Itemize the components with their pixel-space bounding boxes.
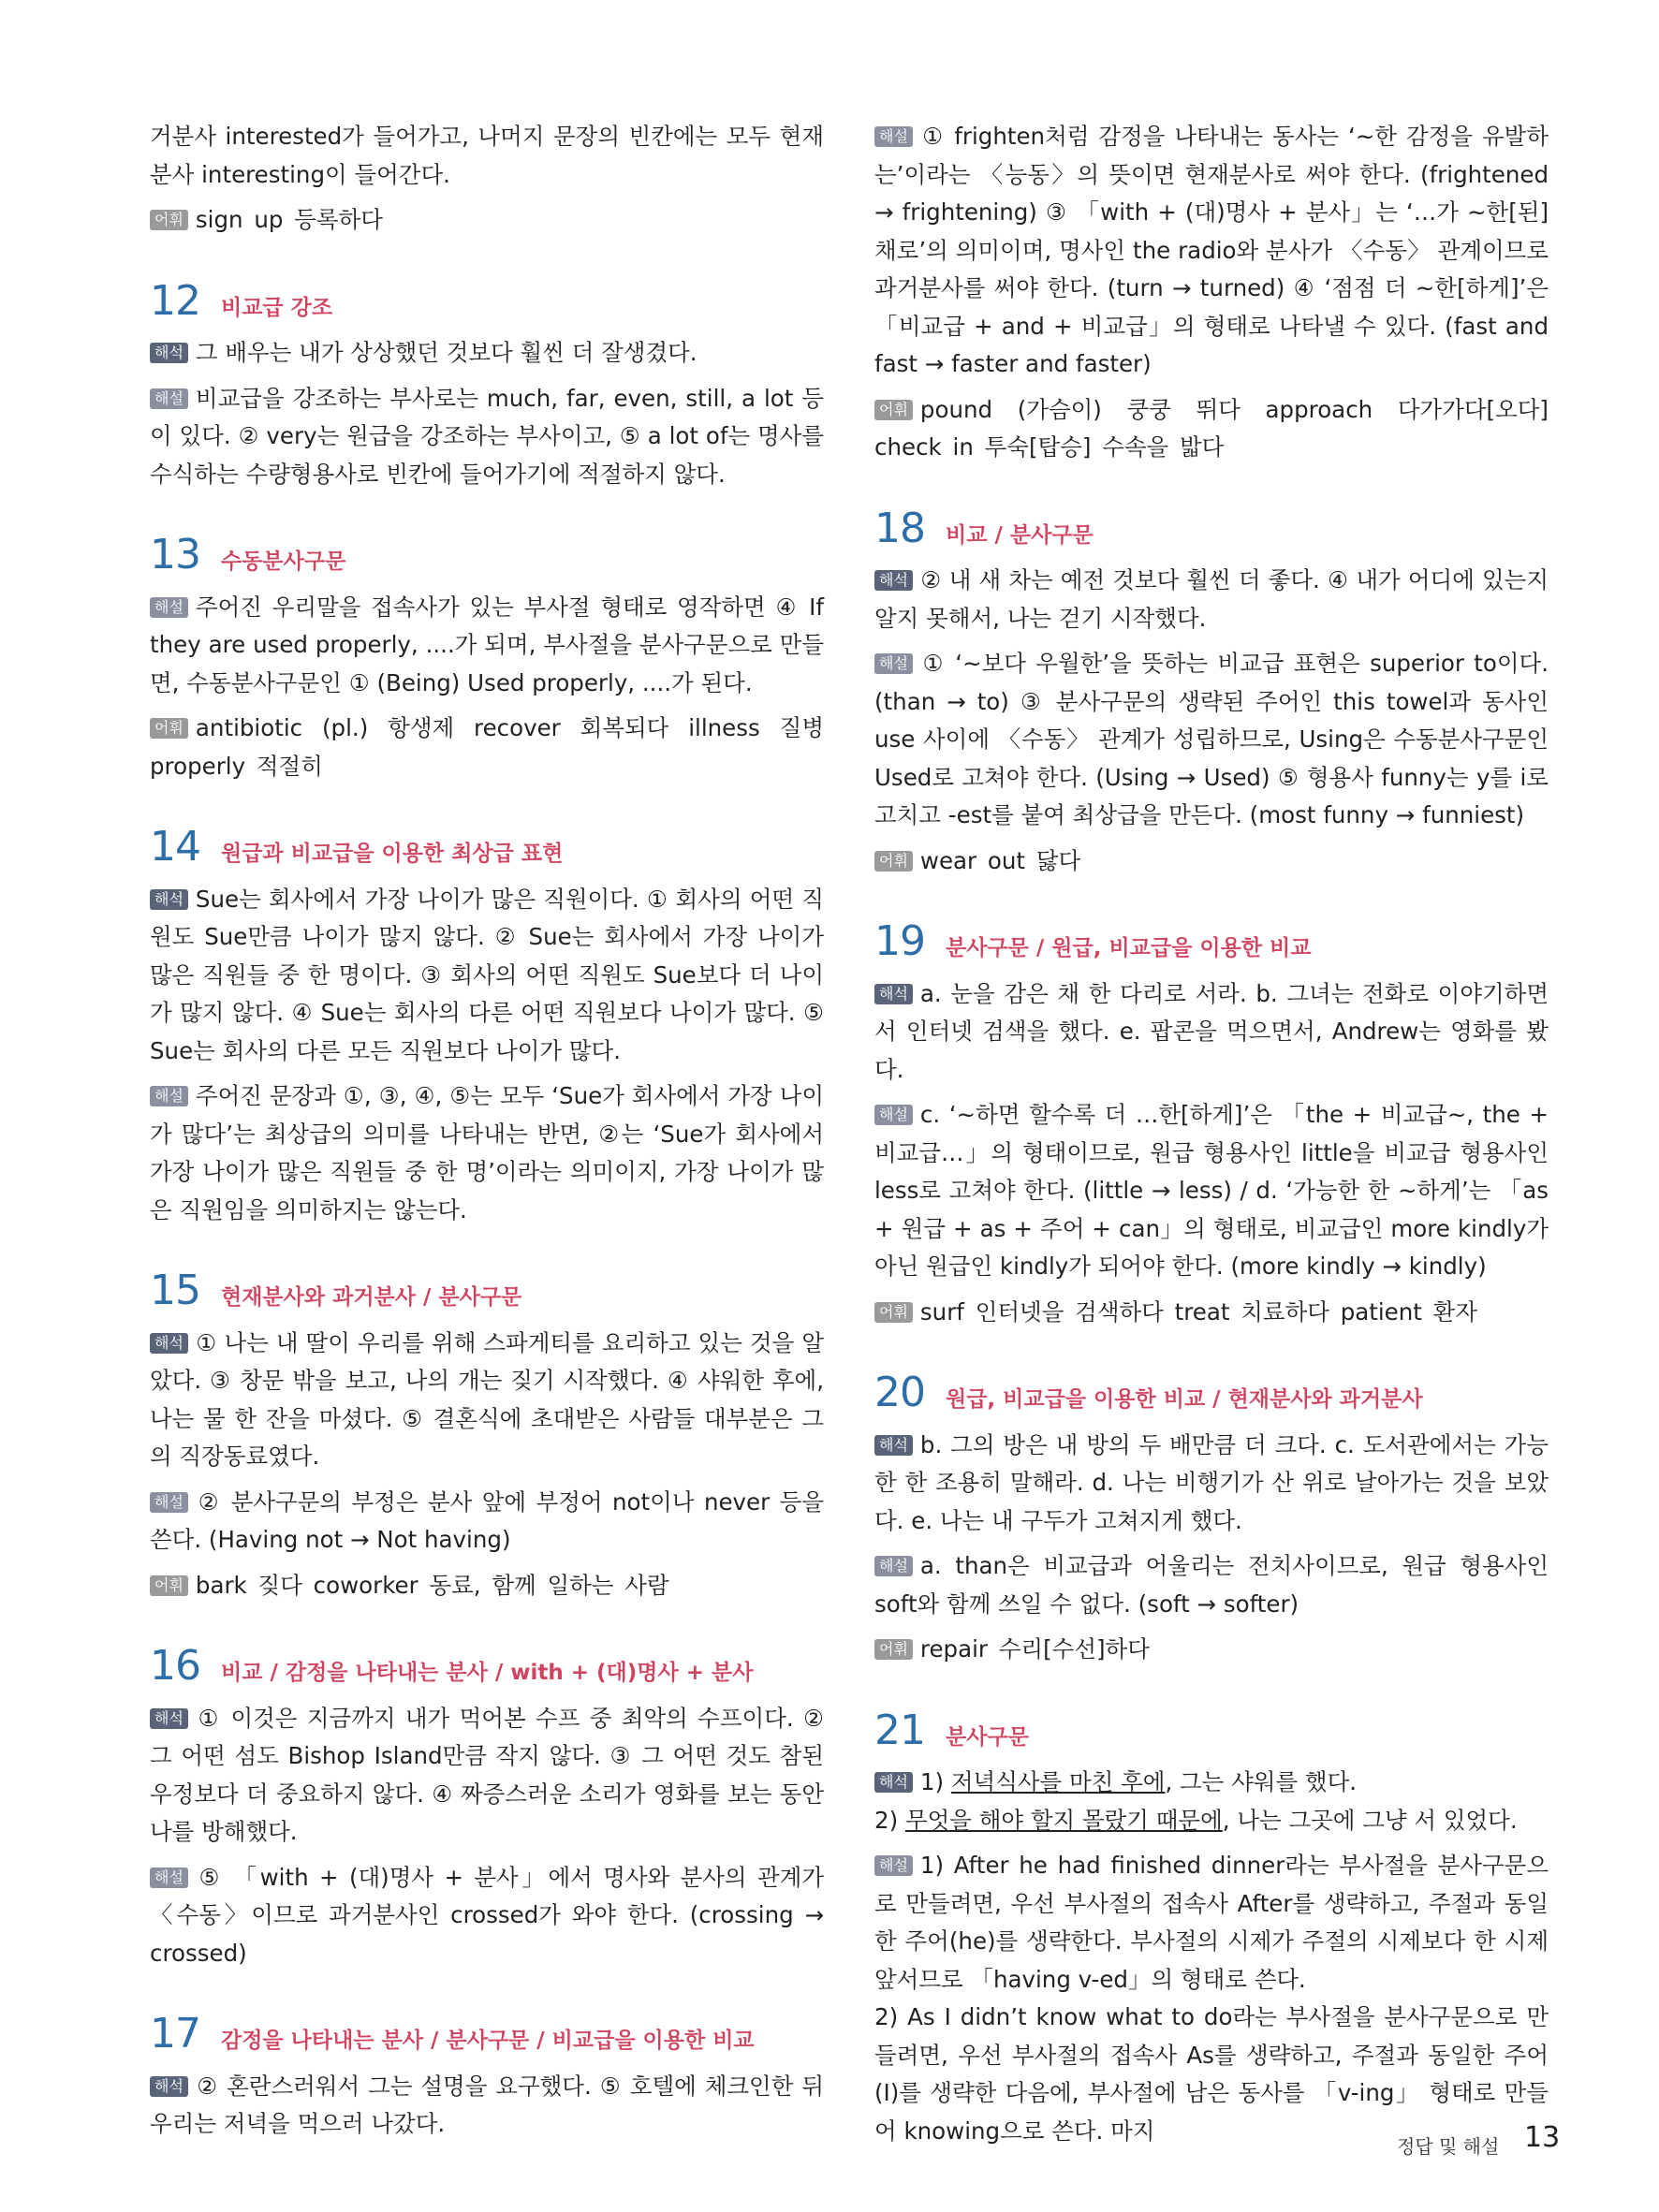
translation-tag: 해석 bbox=[874, 1772, 913, 1793]
section-title: 감정을 나타내는 분사 / 분사구문 / 비교급을 이용한 비교 bbox=[221, 2029, 755, 2053]
section-header bbox=[150, 2010, 824, 2060]
section-title: 수동분사구문 bbox=[221, 549, 346, 574]
explanation-text: ① frighten처럼 감정을 나타내는 동사는 ‘~한 감정을 유발하는’이라는 〈능동〉의 뜻이면 현재분사로 써야 한다. (frightened → frightening) ③ 「with + (대)명사 + 분사」는 ‘…가 ~한[된] 채로’의 의미이며, 명사인 the radio와 분사가 〈수동〉 관계이므로 과거분사를 써야 한다. (turn → turned) ④ ‘점점 더 ~한[하게]’은 「비교급 + and + 비교급」의 형태로 나타낼 수 있다. (fast and fast → faster and faster) bbox=[874, 123, 1549, 377]
intro-vocab bbox=[150, 201, 824, 240]
translation-tag: 해석 bbox=[150, 1333, 188, 1354]
section-number: 12 bbox=[150, 276, 200, 325]
translation bbox=[874, 975, 1549, 1090]
translation-text: a. 눈을 감은 채 한 다리로 서라. b. 그녀는 전화로 이야기하면서 인터넷 검색을 했다. e. 팝콘을 먹으면서, Andrew는 영화를 봤다. bbox=[874, 979, 1549, 1083]
page-number: 13 bbox=[1524, 2121, 1561, 2154]
section-title: 비교 / 감정을 나타내는 분사 / with + (대)명사 + 분사 bbox=[221, 1661, 754, 1685]
section-number: 20 bbox=[874, 1369, 925, 1416]
explanation-tag: 해설 bbox=[874, 1855, 913, 1876]
section-number: 18 bbox=[874, 504, 925, 552]
explanation-text: a. than은 비교급과 어울리는 전치사이므로, 원급 형용사인 soft와 함께 쓰일 수 없다. (soft → softer) bbox=[874, 1552, 1549, 1618]
explanation-text: ⑤ 「with + (대)명사 + 분사」에서 명사와 분사의 관계가 〈수동〉이므로 과거분사인 crossed가 와야 한다. (crossing → crossed) bbox=[150, 1863, 824, 1967]
explanation bbox=[874, 645, 1549, 835]
translation-text: ① 이것은 지금까지 내가 먹어본 수프 중 최악의 수프이다. ② 그 어떤 섬도 Bishop Island만큼 작지 않다. ③ 그 어떤 것도 참된 우정보다 더 중요하지 않다. ④ 짜증스러운 소리가 영화를 보는 동안 나를 방해했다. bbox=[150, 1704, 824, 1845]
section-19 bbox=[874, 917, 1549, 1331]
translation bbox=[150, 2068, 824, 2144]
translation-2-prefix: 2) bbox=[874, 1806, 905, 1834]
translation-1-prefix: 1) bbox=[919, 1768, 951, 1795]
explanation bbox=[150, 1077, 824, 1229]
section-title: 원급과 비교급을 이용한 최상급 표현 bbox=[221, 842, 564, 866]
section-title: 분사구문 bbox=[946, 1724, 1029, 1750]
section-number: 17 bbox=[150, 2010, 200, 2058]
explanation-tag: 해설 bbox=[150, 597, 188, 618]
vocab-tag: 어휘 bbox=[150, 1575, 188, 1596]
explanation-text: c. ‘~하면 할수록 더 …한[하게]’은 「the + 비교급~, the + 비교급…」의 형태이므로, 원급 형용사인 little을 비교급 형용사인 less로 고쳐야 한다. (little → less) / d. ‘가능한 한 ~하게’는 「as + 원급 + as + 주어 + can」의 형태로, 비교급인 more kindly가 아닌 원급인 kindly가 되어야 한다. (more kindly → kindly) bbox=[874, 1101, 1549, 1280]
section-title: 분사구문 / 원급, 비교급을 이용한 비교 bbox=[946, 936, 1312, 960]
translation-text: b. 그의 방은 내 방의 두 배만큼 더 크다. c. 도서관에서는 가능한 한 조용히 말해라. d. 나는 비행기가 산 위로 날아가는 것을 보았다. e. 나는 내 구두가 고쳐지게 했다. bbox=[874, 1430, 1549, 1534]
explanation-text: 주어진 문장과 ①, ③, ④, ⑤는 모두 ‘Sue가 회사에서 가장 나이가 많다’는 최상급의 의미를 나타내는 반면, ②는 ‘Sue가 회사에서 가장 나이가 많은 직원들 중 한 명’이라는 의미이지, 가장 나이가 많은 직원임을 의미하지는 않는다. bbox=[150, 1082, 824, 1223]
vocab bbox=[150, 1567, 824, 1605]
translation-1-underlined: 저녁식사를 마친 후에 bbox=[950, 1768, 1166, 1795]
vocab-text: pound (가슴이) 쿵쿵 뛰다 approach 다가가다[오다] check in 투숙[탑승] 수속을 밟다 bbox=[874, 395, 1549, 461]
explanation-tag: 해설 bbox=[874, 653, 913, 674]
translation bbox=[874, 1764, 1549, 1802]
section-21 bbox=[874, 1707, 1549, 2151]
explanation bbox=[874, 1847, 1549, 1999]
section-14 bbox=[150, 823, 824, 1229]
section-header bbox=[874, 1707, 1549, 1757]
footer-label: 정답 및 해설 bbox=[1397, 2135, 1500, 2158]
section-17-explanation bbox=[874, 118, 1549, 384]
translation bbox=[150, 334, 824, 373]
translation-tag: 해석 bbox=[150, 2076, 188, 2097]
explanation-text-1: 1) After he had finished dinner라는 부사절을 분사구문으로 만들려면, 우선 부사절의 접속사 After를 생략하고, 주절과 동일한 주어(he)를 생략한다. 부사절의 시제가 주절의 시제보다 한 시제 앞서므로 「having v-ed」의 형태로 쓴다. bbox=[874, 1852, 1549, 1993]
translation-text: ① 나는 내 딸이 우리를 위해 스파게티를 요리하고 있는 것을 알았다. ③ 창문 밖을 보고, 나의 개는 짖기 시작했다. ④ 샤워한 후에, 나는 물 한 잔을 마셨다. ⑤ 결혼식에 초대받은 사람들 대부분은 그의 직장동료였다. bbox=[150, 1328, 824, 1470]
translation bbox=[874, 1427, 1549, 1541]
section-header bbox=[150, 823, 824, 873]
vocab-text: bark 짖다 coworker 동료, 함께 일하는 사람 bbox=[195, 1571, 669, 1599]
section-header bbox=[150, 531, 824, 581]
translation-tag: 해석 bbox=[874, 570, 913, 591]
vocab-tag: 어휘 bbox=[874, 1639, 913, 1660]
translation-2-underlined: 무엇을 해야 할지 몰랐기 때문에 bbox=[904, 1806, 1223, 1834]
explanation-2 bbox=[874, 1999, 1549, 2150]
section-header bbox=[150, 277, 824, 328]
vocab-tag: 어휘 bbox=[874, 851, 913, 872]
section-15 bbox=[150, 1267, 824, 1604]
vocab-text: sign up 등록하다 bbox=[195, 206, 383, 233]
translation bbox=[150, 1325, 824, 1476]
vocab bbox=[874, 1631, 1549, 1669]
section-number: 15 bbox=[150, 1267, 200, 1314]
section-header bbox=[874, 1369, 1549, 1419]
vocab bbox=[150, 710, 824, 785]
translation-text: ② 내 새 차는 예전 것보다 훨씬 더 좋다. ④ 내가 어디에 있는지 알지 못해서, 나는 걷기 시작했다. bbox=[874, 566, 1549, 632]
explanation-tag: 해설 bbox=[874, 126, 913, 147]
vocab-tag: 어휘 bbox=[874, 400, 913, 420]
section-title: 비교급 강조 bbox=[221, 295, 333, 320]
vocab-text: repair 수리[수선]하다 bbox=[919, 1635, 1150, 1663]
explanation bbox=[874, 1547, 1549, 1623]
section-number: 16 bbox=[150, 1642, 200, 1690]
section-12 bbox=[150, 277, 824, 494]
translation-tag: 해석 bbox=[150, 889, 188, 910]
section-17 bbox=[150, 2010, 824, 2144]
vocab bbox=[874, 842, 1549, 881]
translation-text: 그 배우는 내가 상상했던 것보다 훨씬 더 잘생겼다. bbox=[195, 339, 697, 366]
explanation-text: ② 분사구문의 부정은 분사 앞에 부정어 not이나 never 등을 쓴다. (Having not → Not having) bbox=[150, 1487, 824, 1553]
explanation bbox=[150, 380, 824, 494]
section-number: 21 bbox=[874, 1706, 925, 1754]
explanation-text: 주어진 우리말을 접속사가 있는 부사절 형태로 영작하면 ④ If they are used properly, ....가 되며, 부사절을 분사구문으로 만들면, 수동분사구문인 ① (Being) Used properly, ....가 된다. bbox=[150, 593, 824, 696]
explanation-tag: 해설 bbox=[150, 1868, 188, 1888]
translation-tag: 해석 bbox=[874, 984, 913, 1004]
section-16 bbox=[150, 1642, 824, 1972]
explanation-tag: 해설 bbox=[150, 1492, 188, 1513]
translation-tag: 해석 bbox=[150, 1708, 188, 1729]
section-number: 19 bbox=[874, 917, 925, 965]
explanation bbox=[874, 1096, 1549, 1286]
explanation-tag: 해설 bbox=[150, 388, 188, 409]
translation-1-suffix: , 그는 샤워를 했다. bbox=[1165, 1768, 1358, 1795]
vocab-tag: 어휘 bbox=[150, 210, 188, 230]
section-header bbox=[874, 505, 1549, 555]
translation-tag: 해석 bbox=[874, 1435, 913, 1456]
explanation-tag: 해설 bbox=[874, 1556, 913, 1576]
translation-2 bbox=[874, 1802, 1549, 1840]
translation bbox=[150, 881, 824, 1071]
section-title: 현재분사와 과거분사 / 분사구문 bbox=[221, 1285, 522, 1310]
explanation bbox=[150, 589, 824, 703]
section-13 bbox=[150, 531, 824, 785]
translation bbox=[150, 1700, 824, 1852]
intro-continuation: 거분사 interested가 들어가고, 나머지 문장의 빈칸에는 모두 현재분사 interesting이 들어간다. bbox=[150, 123, 824, 188]
vocab-tag: 어휘 bbox=[874, 1302, 913, 1323]
section-17-vocab bbox=[874, 391, 1549, 467]
section-header bbox=[150, 1642, 824, 1692]
translation-2-suffix: , 나는 그곳에 그냥 서 있었다. bbox=[1222, 1806, 1518, 1834]
right-column bbox=[874, 118, 1549, 2158]
section-18 bbox=[874, 505, 1549, 881]
vocab-text: antibiotic (pl.) 항생제 recover 회복되다 illness 질병 properly 적절히 bbox=[150, 714, 824, 780]
vocab-tag: 어휘 bbox=[150, 718, 188, 739]
explanation-text-2: 2) As I didn’t know what to do라는 부사절을 분사구문으로 만들려면, 우선 부사절의 접속사 As를 생략하고, 주절과 동일한 주어(I)를 생략한 다음에, 부사절에 남은 동사를 「v-ing」 형태로 만들어 knowing으로 쓴다. 마지 bbox=[874, 2003, 1549, 2145]
section-header bbox=[874, 917, 1549, 968]
translation-text: Sue는 회사에서 가장 나이가 많은 직원이다. ① 회사의 어떤 직원도 Sue만큼 나이가 많지 않다. ② Sue는 회사에서 가장 나이가 많은 직원들 중 한 명이다. ③ 회사의 어떤 직원도 Sue보다 더 나이가 많지 않다. ④ Sue는 회사의 다른 어떤 직원보다 나이가 많다. ⑤ Sue는 회사의 다른 모든 직원보다 나이가 많다. bbox=[150, 885, 824, 1064]
translation-tag: 해석 bbox=[150, 343, 188, 363]
explanation-tag: 해설 bbox=[874, 1105, 913, 1125]
explanation-text: ① ‘~보다 우월한’을 뜻하는 비교급 표현은 superior to이다. (than → to) ③ 분사구문의 생략된 주어인 this towel과 동사인 use 사이에 〈수동〉 관계가 성립하므로, Using은 수동분사구문인 Used로 고쳐야 한다. (Using → Used) ⑤ 형용사 funny는 y를 i로 고치고 -est를 붙여 최상급을 만든다. (most funny → funniest) bbox=[874, 650, 1549, 828]
explanation bbox=[150, 1484, 824, 1560]
section-header bbox=[150, 1267, 824, 1317]
translation bbox=[874, 562, 1549, 637]
translation-text: ② 혼란스러워서 그는 설명을 요구했다. ⑤ 호텔에 체크인한 뒤 우리는 저녁을 먹으러 나갔다. bbox=[150, 2072, 824, 2137]
section-title: 원급, 비교급을 이용한 비교 / 현재분사와 과거분사 bbox=[946, 1387, 1423, 1412]
vocab-text: surf 인터넷을 검색하다 treat 치료하다 patient 환자 bbox=[919, 1297, 1477, 1326]
left-column bbox=[150, 118, 824, 2151]
section-number: 14 bbox=[150, 823, 200, 871]
section-number: 13 bbox=[150, 531, 200, 579]
section-20 bbox=[874, 1369, 1549, 1669]
vocab bbox=[874, 1294, 1549, 1332]
explanation-tag: 해설 bbox=[150, 1086, 188, 1106]
explanation bbox=[150, 1859, 824, 1973]
section-title: 비교 / 분사구문 bbox=[946, 522, 1094, 548]
vocab-text: wear out 닳다 bbox=[919, 846, 1081, 874]
explanation-text: 비교급을 강조하는 부사로는 much, far, even, still, a lot 등이 있다. ② very는 원급을 강조하는 부사이고, ⑤ a lot of는 명사를 수식하는 수량형용사로 빈칸에 들어가기에 적절하지 않다. bbox=[150, 384, 824, 488]
